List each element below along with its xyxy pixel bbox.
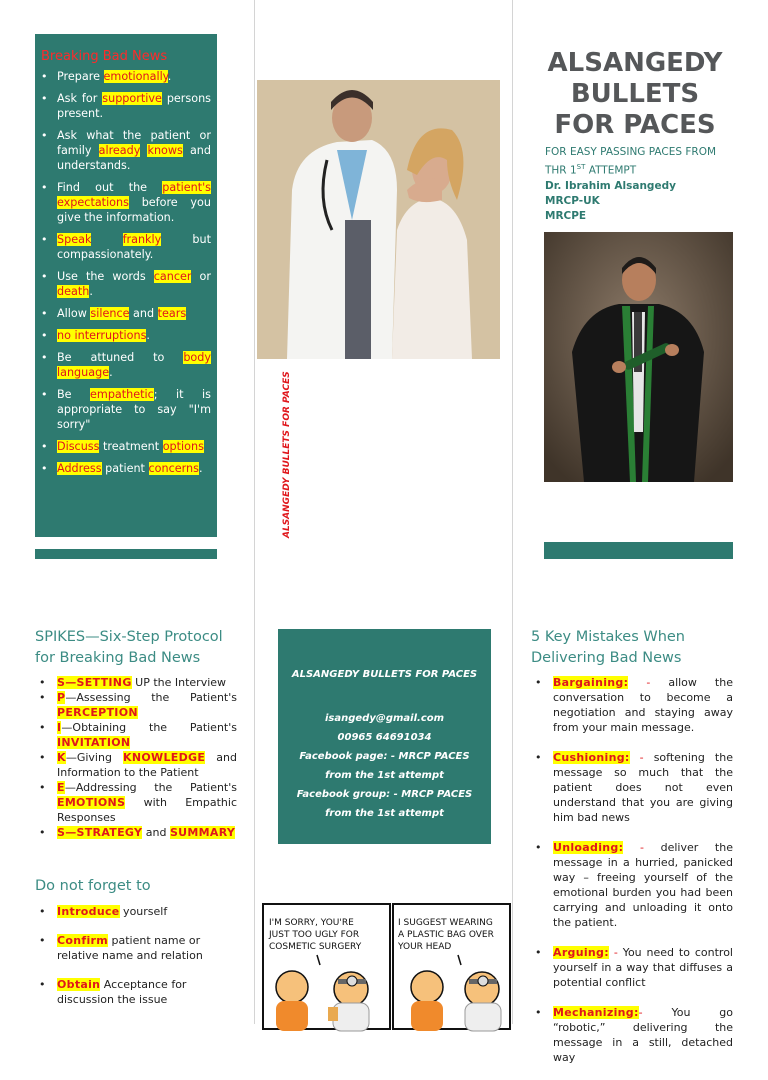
breaking-bad-news-heading: Breaking Bad News [41,49,168,64]
vertical-caption [280,371,292,540]
decorative-bar-left [35,549,217,559]
spikes-item: • S—STRATEGY and SUMMARY [35,825,237,840]
cover-title [530,48,740,141]
breaking-bad-news-item: • Discuss treatment options [35,439,211,454]
column-divider-left [254,0,255,1024]
spikes-item: • K—Giving KNOWLEDGE and Information to the Patient [35,750,237,780]
do-not-forget-item: • Confirm patient name or relative name and relation [35,933,239,963]
contact-title: ALSANGEDY BULLETS FOR PACES [291,669,478,680]
comic-panel-1-line-1: I'M SORRY, YOU'RE [269,918,354,928]
comic-panel-2-line-1: I SUGGEST WEARING [398,918,493,928]
key-mistakes-heading: 5 Key Mistakes When Delivering Bad News [531,629,685,666]
spikes-item: • P—Assessing the Patient's PERCEPTION [35,690,237,720]
key-mistake-item: • Cushioning: - softening the message so much that the patient does not even understand that you are giving him bad news [531,750,733,825]
do-not-forget-list [35,904,239,1021]
contact-email: isangedy@gmail.com [324,713,445,724]
title-line-1: ALSANGEDY [547,48,723,78]
contact-facebook-page: Facebook page: - MRCP PACES [299,751,470,762]
column-divider-right [512,0,513,1024]
breaking-bad-news-item: • Prepare emotionally. [35,69,211,84]
comic-panel-1-line-3: COSMETIC SURGERY [269,942,362,952]
contact-lines [278,709,491,823]
breaking-bad-news-item: • Allow silence and tears [35,306,211,321]
breaking-bad-news-list [35,64,217,476]
key-mistakes-list [531,675,733,1080]
title-line-2: BULLETS [570,79,700,109]
svg-text:ALSANGEDY BULLETS FOR PACES: ALSANGEDY BULLETS FOR PACES [282,371,292,538]
breaking-bad-news-item: • Address patient concerns. [35,461,211,476]
key-mistake-item: • Mechanizing:- You go “robotic,” delivering the message in a still, detached way [531,1005,733,1065]
comic-panel-2-line-3: YOUR HEAD [398,942,452,952]
breaking-bad-news-item: • no interruptions. [35,328,211,343]
key-mistake-item: • Unloading: - deliver the message in a hurried, panicked way – freeing yourself of the emotional burden you had been carrying and unloading it onto the patient. [531,840,733,930]
breaking-bad-news-item: • Speak frankly but compassionately. [35,232,211,262]
contact-phone: 00965 64691034 [337,732,432,743]
do-not-forget-heading: Do not forget to [35,878,151,894]
breaking-bad-news-item: • Find out the patient's expectations before you give the information. [35,180,211,225]
title-line-3: FOR PACES [554,110,716,140]
breaking-bad-news-item: • Be attuned to body language. [35,350,211,380]
key-mistake-item: • Arguing: - You need to control yourself in a way that diffuses a potential conflict [531,945,733,990]
spikes-list [35,675,237,840]
author-name: Dr. Ibrahim Alsangedy [545,179,676,192]
contact-facebook-group: Facebook group: - MRCP PACES [296,789,473,800]
do-not-forget-item: • Introduce yourself [35,904,239,919]
spikes-item: • E—Addressing the Patient's EMOTIONS with Empathic Responses [35,780,237,825]
contact-box [278,629,491,844]
breaking-bad-news-item: • Use the words cancer or death. [35,269,211,299]
spikes-item: • S—SETTING UP the Interview [35,675,237,690]
breaking-bad-news-item: • Be empathetic; it is appropriate to say "I'm sorry" [35,387,211,432]
credential-1: MRCP-UK [545,194,600,207]
breaking-bad-news-item: • Ask for supportive persons present. [35,91,211,121]
spikes-heading: SPIKES—Six-Step Protocol for Breaking Bad News [35,629,223,666]
subtitle-text: FOR EASY PASSING PACES FROM THR 1ST ATTEMPT [545,146,717,177]
comic-panel-2-line-2: A PLASTIC BAG OVER [398,930,494,940]
comic-panel-1-line-2: JUST TOO UGLY FOR [269,930,360,940]
contact-facebook-group-2: from the 1st attempt [325,808,444,819]
breaking-bad-news-item: • Ask what the patient or family already knows and understands. [35,128,211,173]
cover-subtitle [545,145,735,224]
breaking-bad-news-panel [35,34,217,537]
comic-strip [262,903,511,1024]
contact-facebook-page-2: from the 1st attempt [325,770,444,781]
spikes-item: • I—Obtaining the Patient's INVITATION [35,720,237,750]
decorative-bar-right [544,542,733,559]
key-mistake-item: • Bargaining: - allow the conversation to become a negotiation and staying away from your main message. [531,675,733,735]
do-not-forget-item: • Obtain Acceptance for discussion the issue [35,977,239,1007]
doctor-patient-photo [257,80,500,359]
credential-2: MRCPE [545,209,587,222]
author-photo [544,232,733,482]
